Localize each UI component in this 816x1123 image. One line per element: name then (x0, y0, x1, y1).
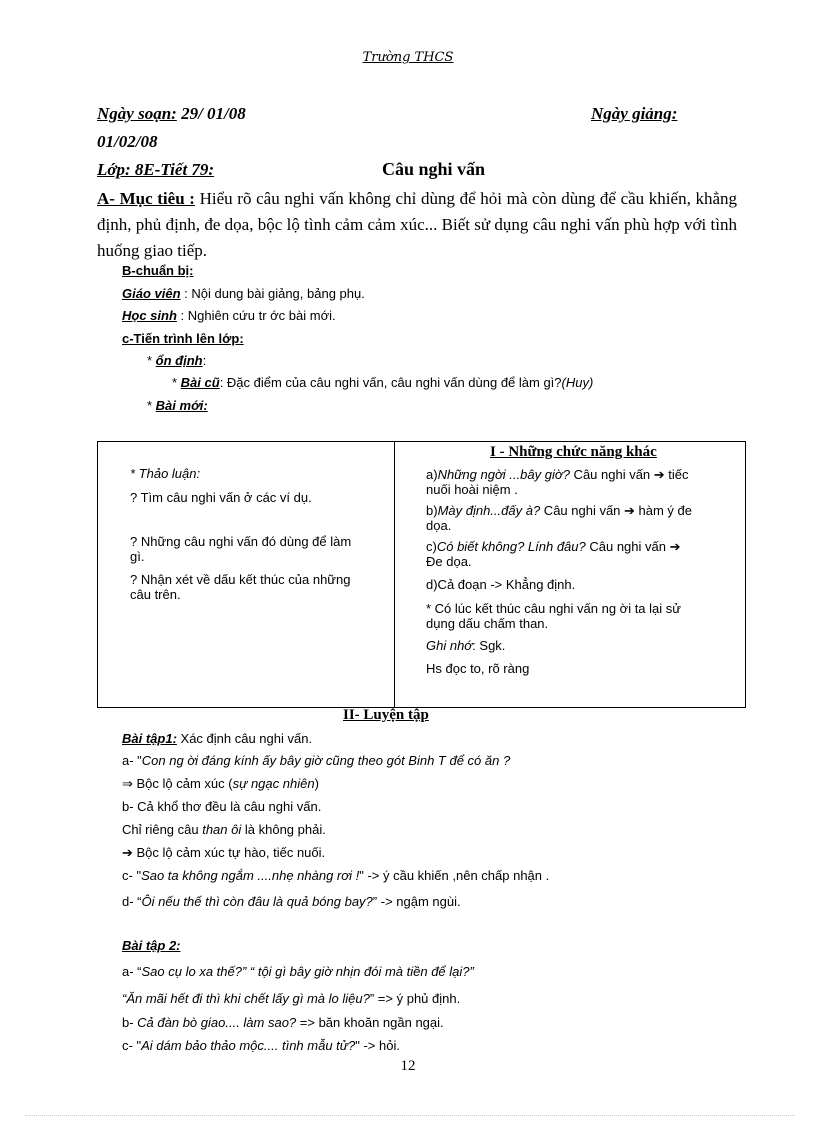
exercise2-a (122, 964, 474, 979)
exercise1-label: Bài tập1: (122, 731, 177, 746)
example-c-prefix: c) (426, 539, 437, 554)
exercise1-d-text: ” -> ngậm ngùi. (372, 894, 461, 909)
exercise1-c (122, 868, 549, 883)
note-line-b: dụng dấu chấm than. (426, 616, 549, 631)
practice-heading: II- Luyện tập (343, 707, 429, 723)
school-header: Trường THCS (362, 50, 454, 65)
exercise1-a-result-italic: sự ngạc nhiên (232, 776, 315, 791)
remember-label: Ghi nhớ (426, 638, 473, 653)
content-cell (395, 442, 746, 708)
example-b (426, 503, 692, 518)
student-text: : Nghiên cứu tr ớc bài mới. (176, 308, 336, 323)
teacher-line (122, 286, 365, 301)
example-c (426, 539, 680, 554)
exercise2-a2 (122, 991, 460, 1006)
bullet-star-icon: * (147, 398, 156, 413)
exercise1-d-prefix: d- “ (122, 894, 142, 909)
example-b-2: dọa. (426, 518, 452, 533)
exercise1-c-text: " -> ý cầu khiến ,nên chấp nhận . (359, 868, 550, 883)
step2-text: : Đặc điểm của câu nghi vấn, câu nghi vấn dùng để làm gì? (219, 375, 562, 390)
exercise1-d-quote: Ôi nếu thế thì còn đâu là quả bóng bay? (141, 894, 373, 909)
exercise1-c-prefix: c- " (122, 868, 142, 883)
example-a (426, 467, 689, 482)
example-b-prefix: b) (426, 503, 438, 518)
exercise1-b-note (122, 822, 326, 837)
discussion-label: * Thảo luận: (130, 466, 201, 481)
exercise1-task: Xác định câu nghi vấn. (176, 731, 313, 746)
step2-line (172, 375, 593, 390)
exercise2-a-prefix: a- “ (122, 964, 142, 979)
exercise2-c-quote: Ai dám bảo thảo mộc.... tình mẫu tử? (141, 1038, 356, 1053)
step1-label: ổn định (155, 353, 203, 368)
page-bottom-divider (25, 1115, 795, 1116)
remember-line (426, 638, 505, 653)
exercise2-a2-text: ” => ý phủ định. (369, 991, 461, 1006)
exercise1-a-prefix: a- " (122, 753, 142, 768)
bullet-star-icon: * (147, 353, 156, 368)
exercise1-d (122, 894, 461, 909)
teach-date: 01/02/08 (97, 132, 158, 151)
exercise2-label: Bài tập 2: (122, 938, 181, 953)
question-2a: ? Những câu nghi vấn đó dùng để làm (130, 534, 352, 549)
note-line-a: * Có lúc kết thúc câu nghi vấn ng ời ta lại sử (426, 601, 681, 616)
example-c-2: Đe dọa. (426, 554, 472, 569)
step2-label: Bài cũ (180, 375, 220, 390)
exercise2-b-prefix: b- (122, 1015, 138, 1030)
exercise1-line (122, 731, 312, 746)
question-2b: gì. (130, 549, 145, 564)
objectives-text: Hiểu rõ câu nghi vấn không chỉ dùng để hỏi mà còn dùng để cầu khiến, khẳng định, phủ định, đe dọa, bộc lộ tình cảm cảm xúc... Biết sử dụng câu nghi vấn phù hợp với tình huống giao tiếp. (97, 189, 738, 260)
exercise1-a-result-end: ) (314, 776, 319, 791)
example-d: d)Cả đoạn -> Khẳng định. (426, 577, 576, 592)
example-b-quote: Mày định...đấy à? (437, 503, 541, 518)
teacher-label: Giáo viên (122, 286, 181, 301)
question-3b: câu trên. (130, 587, 181, 602)
remember-text: : Sgk. (472, 638, 506, 653)
exercise1-a (122, 753, 510, 768)
exercise2-b-quote: Cả đàn bò giao.... làm sao? (137, 1015, 297, 1030)
objectives-label: A- Mục tiêu : (97, 189, 195, 208)
teach-label: Ngày giảng: (591, 104, 678, 123)
teacher-activity-cell (98, 442, 395, 708)
exercise2-c-prefix: c- " (122, 1038, 142, 1053)
prep-date: 29/ 01/08 (181, 104, 246, 123)
step2-student: (Huy) (561, 375, 594, 390)
exercise2-b-text: => băn khoăn ngần ngại. (296, 1015, 444, 1030)
exercise1-b-note-post: là không phải. (241, 822, 326, 837)
example-a-2: nuối hoài niệm . (426, 482, 518, 497)
example-c-text: Câu nghi vấn ➔ (585, 539, 681, 554)
step3-label: Bài mới: (155, 398, 208, 413)
student-line (122, 308, 336, 323)
bullet-star-icon: * (172, 375, 181, 390)
exercise2-b (122, 1015, 444, 1030)
read-instruction: Hs đọc to, rõ ràng (426, 661, 530, 676)
example-b-text: Câu nghi vấn ➔ hàm ý đe (540, 503, 692, 518)
exercise1-a-quote: Con ng ời đáng kính ấy bây giờ cũng theo gót Binh T để có ăn ? (141, 753, 511, 768)
preparation-label: B-chuẩn bị: (122, 263, 194, 278)
example-a-text: Câu nghi vấn ➔ tiếc (569, 467, 689, 482)
exercise2-a2-quote: “Ăn mãi hết đi thì khi chết lấy gì mà lo liệu? (122, 991, 370, 1006)
exercise2-c-text: " -> hỏi. (355, 1038, 400, 1053)
prep-label: Ngày soạn: (97, 104, 177, 123)
exercise1-b-note-italic: than ôi (202, 822, 242, 837)
objectives-paragraph (97, 186, 737, 264)
step1-line: * ổn định: (147, 353, 207, 368)
example-a-prefix: a) (426, 467, 438, 482)
class-label: Lớp: 8E-Tiết 79: (97, 160, 215, 179)
exercise1-c-quote: Sao ta không ngắm ....nhẹ nhàng rơi ! (141, 868, 360, 883)
teacher-text: : Nội dung bài giảng, bảng phụ. (180, 286, 365, 301)
exercise2-c (122, 1038, 400, 1053)
procedure-label: c-Tiến trình lên lớp: (122, 331, 244, 346)
lesson-title: Câu nghi vấn (382, 159, 486, 179)
page-number: 12 (400, 1058, 416, 1074)
exercise2-a-quote: Sao cụ lo xa thế?” “ tội gì bây giờ nhịn đói mà tiền để lại?” (141, 964, 474, 979)
exercise1-b: b- Cả khổ thơ đều là câu nghi vấn. (122, 799, 322, 814)
exercise1-b-result: ➔ Bộc lộ cảm xúc tự hào, tiếc nuối. (122, 845, 326, 860)
activity-table (97, 441, 746, 708)
example-c-quote: Có biết không? Lính đâu? (436, 539, 586, 554)
example-a-quote: Những ngời ...bây giờ? (437, 467, 570, 482)
exercise1-b-note-pre: Chỉ riêng câu (122, 822, 203, 837)
prep-date-line (97, 104, 246, 124)
exercise1-a-result-text: ⇒ Bộc lộ cảm xúc ( (122, 776, 233, 791)
exercise1-a-result (122, 776, 319, 792)
step3-line (147, 398, 208, 413)
question-3a: ? Nhận xét về dấu kết thúc của những (130, 572, 351, 587)
student-label: Học sinh (122, 308, 177, 323)
question-1: ? Tìm câu nghi vấn ở các ví dụ. (130, 490, 312, 505)
functions-heading: I - Những chức năng khác (490, 444, 657, 460)
